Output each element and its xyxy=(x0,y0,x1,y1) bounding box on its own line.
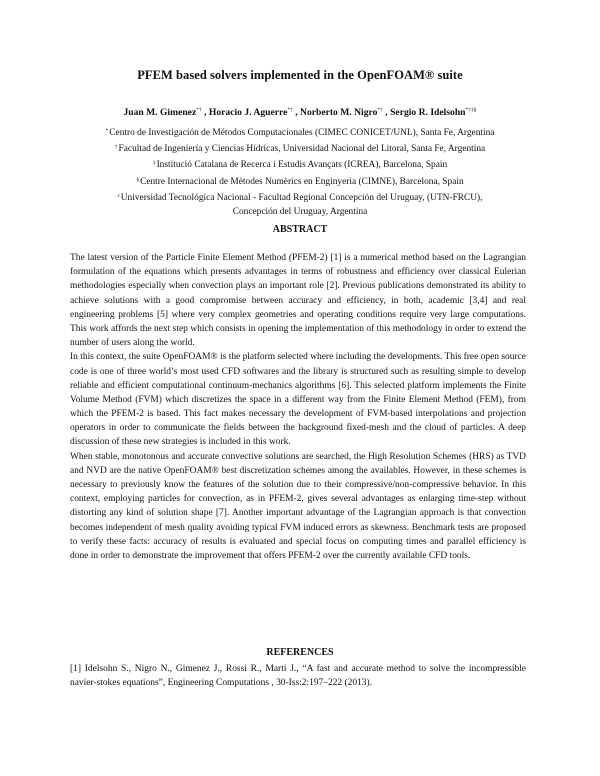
affiliation: §Centre Internacional de Mètodes Numèrics en Enginyeria (CIMNE), Barcelona, Spain xyxy=(136,176,464,187)
author-name: Juan M. Gimenez xyxy=(123,107,197,118)
author-marks: *†‡§ xyxy=(465,107,477,113)
author-marks: *† xyxy=(196,107,202,113)
paper-title: PFEM based solvers implemented in the OpenFOAM® suite xyxy=(137,68,463,82)
references-list xyxy=(70,662,526,690)
affiliation-list xyxy=(0,124,600,219)
abstract-heading: ABSTRACT xyxy=(272,224,328,235)
abstract-paragraph: When stable, monotonous and accurate convective solutions are searched, the High Resolution Schemes (HRS) as TVD and NVD are the native OpenFOAM® best discretization schemes among the availables. However, in these schemes is necessary to previously know the features of the solution due to their compressive/non-compressive behavior. In this context, employing particles for convection, as in PFEM-2, gives several advantages as enlarging time-step without distorting any kind of solution shape [7]. Another important advantage of the Lagrangian approach is that convection becomes independent of mesh quality avoiding typical FVM induced errors as skewness. Benchmark tests are proposed to verify these facts: accuracy of results is evaluated and special focus on computing times and parallel efficiency is done in order to demonstrate the improvement that offers PFEM-2 over the currently available CFD tools. xyxy=(70,451,526,561)
reference-item: [1] Idelsohn S., Nigro N., Gimenez J., Rossi R., Marti J., “A fast and accurate method to solve the incompressible navier-stokes equations”, Engineering Computations , 30-Iss:2:197–222 (2013). xyxy=(70,664,526,689)
affiliation: ‡Institució Catalana de Recerca i Estudis Avançats (ICREA), Barcelona, Spain xyxy=(152,160,448,171)
affiliation: Concepción del Uruguay, Argentina xyxy=(232,207,368,218)
author-name: Norberto M. Nigro xyxy=(300,107,378,118)
author-list: Juan M. Gimenez*† , Horacio J. Aguerre*† , Norberto M. Nigro*† , Sergio R. Idelsohn*†‡§ xyxy=(123,107,477,118)
affiliation: *Centro de Investigación de Métodos Computacionales (CIMEC CONICET/UNL), Santa Fe, Argentina xyxy=(105,128,495,138)
author-name: Horacio J. Aguerre xyxy=(208,107,288,118)
affiliation: †Facultad de Ingeniería y Ciencias Hídricas, Universidad Nacional del Litoral, Santa Fe, Argentina xyxy=(114,144,486,155)
author-marks: *† xyxy=(287,107,293,113)
affiliation: $^\varepsilon$Universidad Tecnológica Nacional - Facultad Regional Concepción del Uruguay, (UTN-FRCU), xyxy=(117,192,483,203)
references-heading: REFERENCES xyxy=(266,647,334,658)
abstract-body xyxy=(70,251,526,563)
author-name: Sergio R. Idelsohn xyxy=(390,107,466,118)
abstract-paragraph: The latest version of the Particle Finite Element Method (PFEM-2) [1] is a numerical method based on the Lagrangian formulation of the equations which presents advantages in terms of robustness and efficiency over classical Eulerian methodologies especially when convection plays an important role [2]. Previous publications demonstrated its ability to achieve solutions with a good compromise between accuracy and efficiency, in both, academic [3,4] and real engineering problems [5] where very complex geometries and operating conditions require very large computations. This work affords the next step which consists in opening the implementation of this methodology in order to extend the number of users along the world. xyxy=(70,253,526,349)
author-marks: *† xyxy=(377,107,383,113)
abstract-paragraph: In this context, the suite OpenFOAM® is the platform selected where including the developments. This free open source code is one of three world’s most used CFD softwares and the library is structured such as resulting simple to develop reliable and efficient computational continuum-mechanics algorithms [6]. This selected platform implements the Finite Volume Method (FVM) which discretizes the space in a different way from the Finite Element Method (FEM), from which the PFEM-2 is based. This fact makes necessary the development of FVM-based interpolations and projection operators in order to communicate the fields between the background fixed-mesh and the cloud of particles. A deep discussion of these new strategies is included in this work. xyxy=(70,352,526,448)
